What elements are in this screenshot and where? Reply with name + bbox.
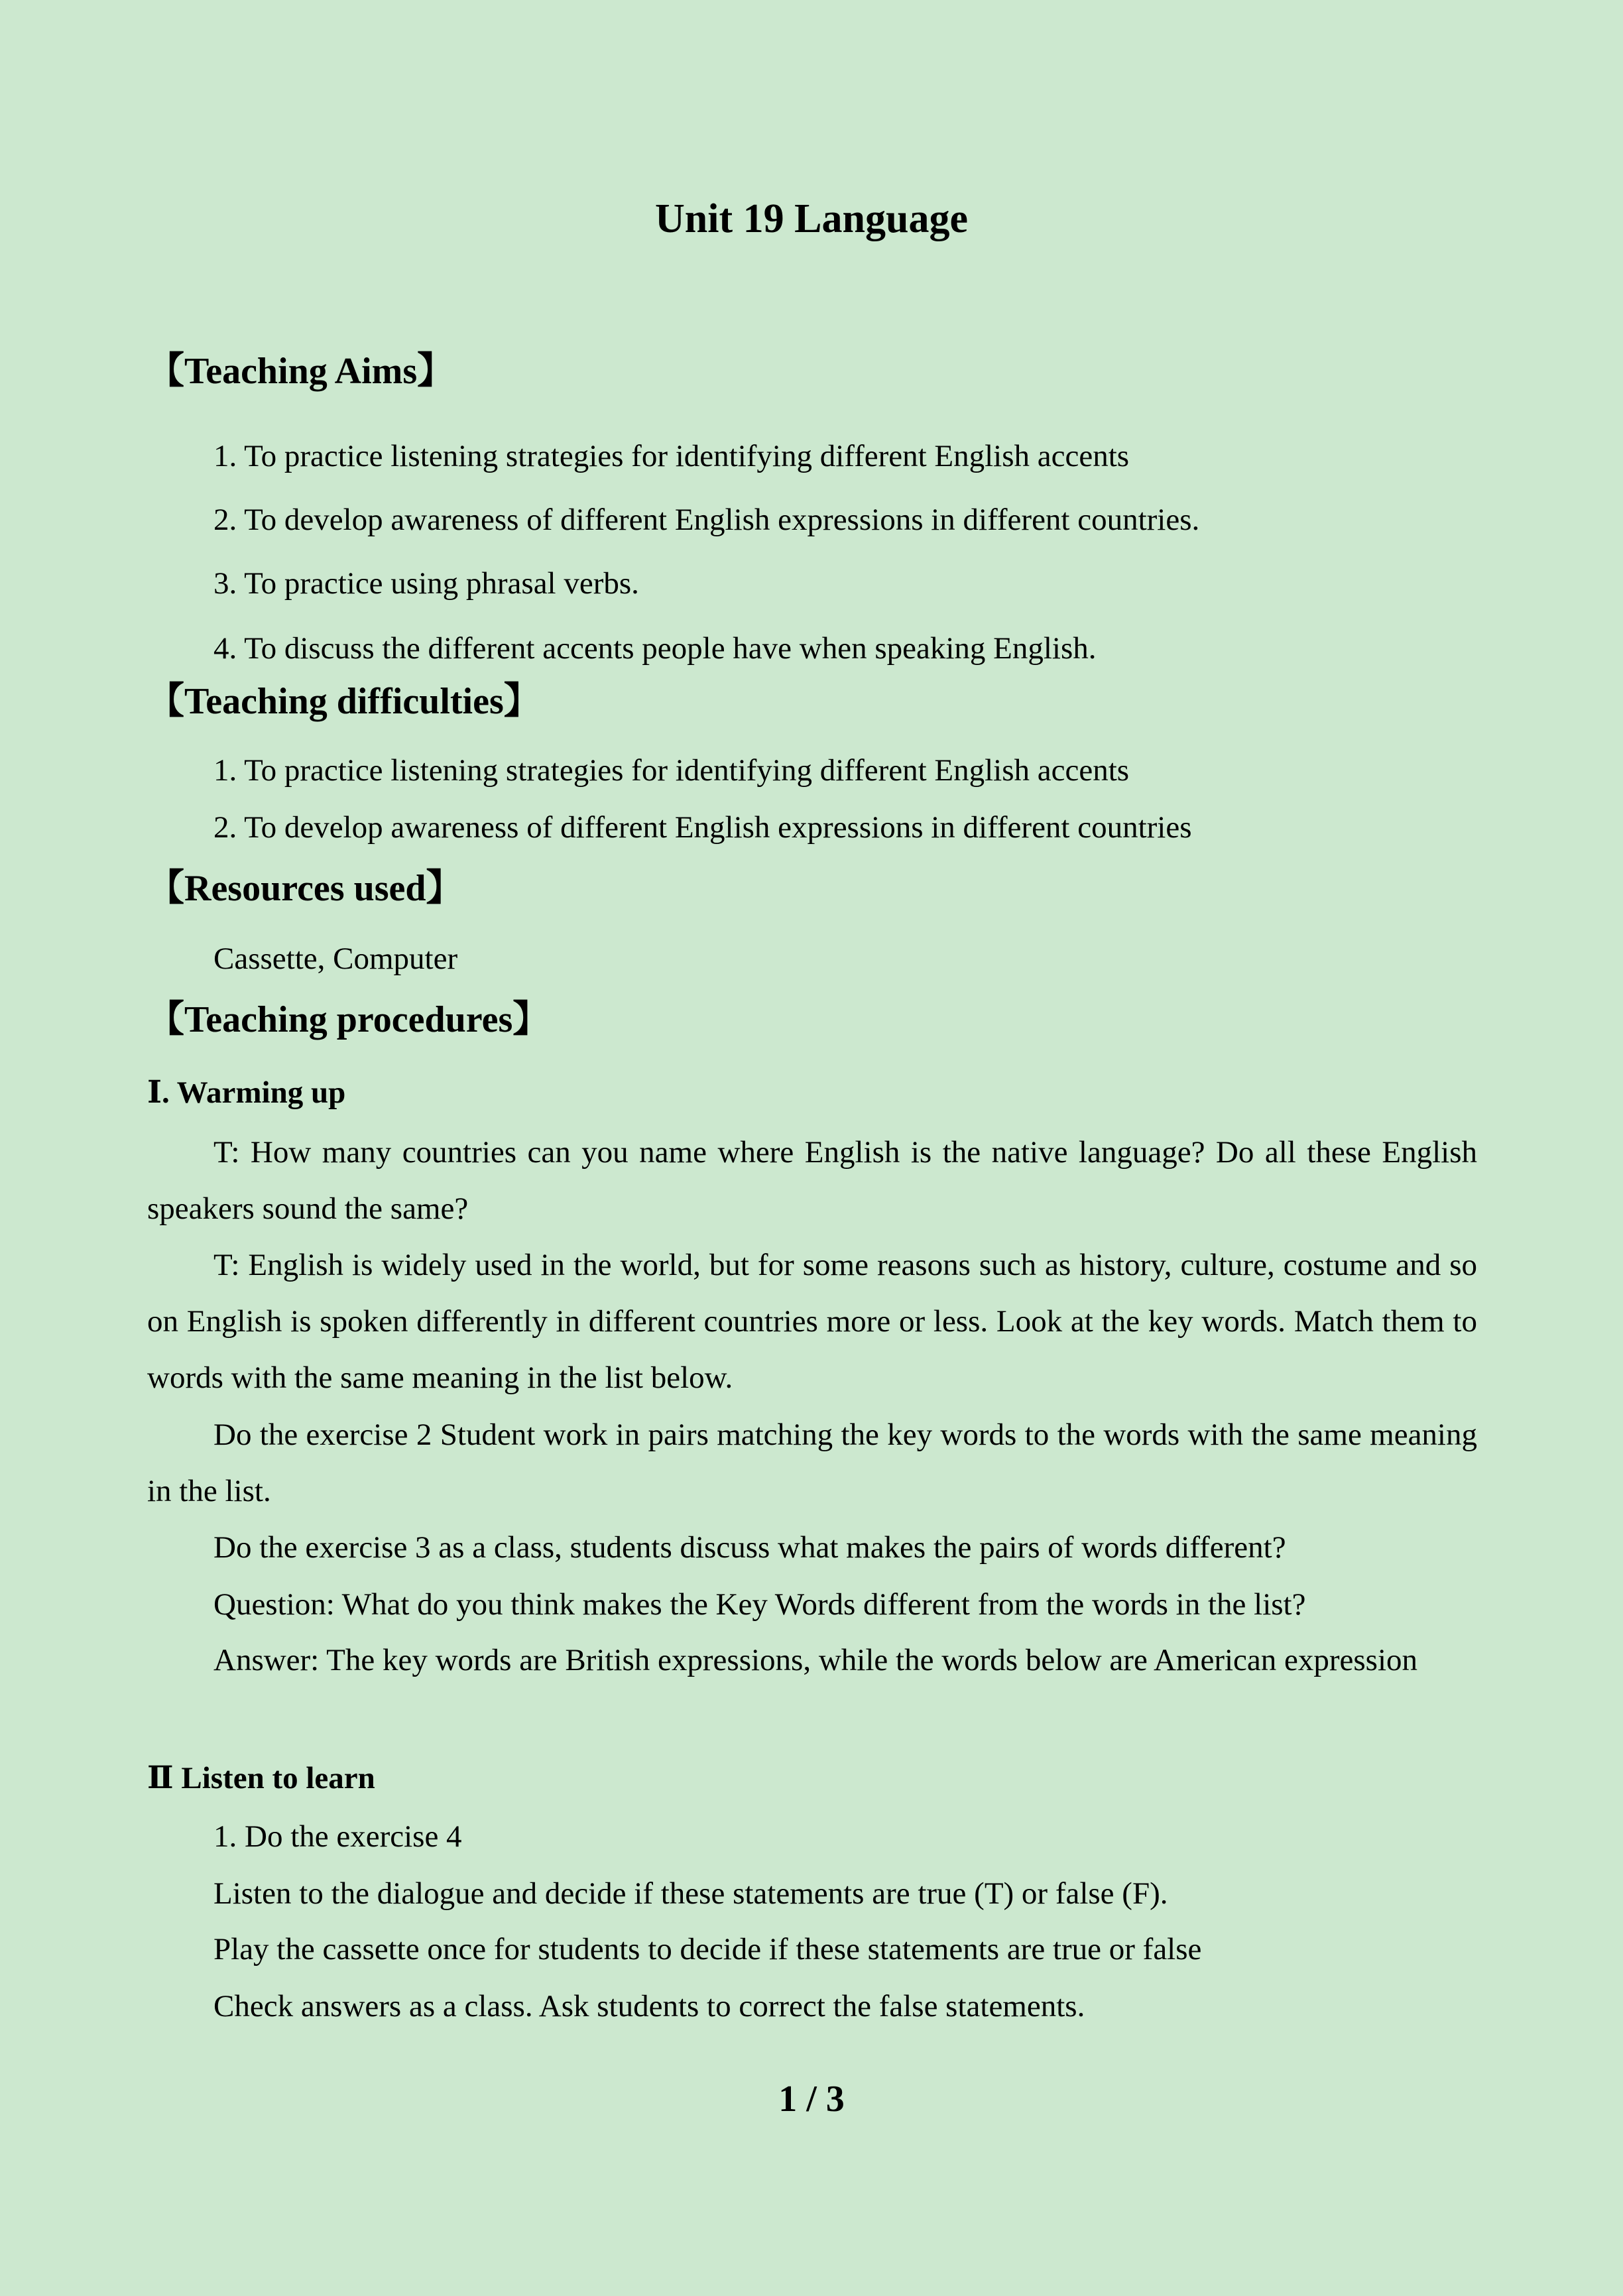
heading-teaching-difficulties: 【Teaching difficulties】 xyxy=(147,681,541,722)
warming-paragraph-5: Question: What do you think makes the Key Words different from the words in the list? xyxy=(213,1587,1306,1622)
heading-resources-used: 【Resources used】 xyxy=(147,868,463,909)
document-title: Unit 19 Language xyxy=(655,196,968,241)
page-number: 1 / 3 xyxy=(778,2079,845,2120)
heading-teaching-procedures: 【Teaching procedures】 xyxy=(147,999,550,1040)
warming-paragraph-3: Do the exercise 2 Student work in pairs matching the key words to the words with the same meaning in the list. xyxy=(147,1418,1477,1508)
subheading-listen-to-learn: Ⅱ Listen to learn xyxy=(147,1761,375,1795)
warming-paragraph-4: Do the exercise 3 as a class, students discuss what makes the pairs of words different? xyxy=(213,1530,1286,1565)
aims-item-3: 3. To practice using phrasal verbs. xyxy=(213,566,639,601)
warming-paragraph-6: Answer: The key words are British expressions, while the words below are American expression xyxy=(213,1643,1418,1677)
heading-teaching-aims: 【Teaching Aims】 xyxy=(147,351,455,392)
resources-text: Cassette, Computer xyxy=(213,941,458,976)
warming-paragraph-1: T: How many countries can you name where English is the native language? Do all these English speakers sound the same? xyxy=(147,1135,1477,1226)
listen-line-1: 1. Do the exercise 4 xyxy=(213,1819,462,1854)
listen-line-2: Listen to the dialogue and decide if these statements are true (T) or false (F). xyxy=(213,1876,1168,1911)
aims-item-1: 1. To practice listening strategies for identifying different English accents xyxy=(213,439,1130,473)
subheading-warming-up: Ⅰ. Warming up xyxy=(147,1075,346,1110)
difficulties-item-2: 2. To develop awareness of different English expressions in different countries xyxy=(213,810,1192,845)
difficulties-item-1: 1. To practice listening strategies for identifying different English accents xyxy=(213,753,1130,788)
aims-item-4: 4. To discuss the different accents people have when speaking English. xyxy=(213,631,1097,666)
aims-item-2: 2. To develop awareness of different English expressions in different countries. xyxy=(213,503,1200,537)
listen-line-3: Play the cassette once for students to decide if these statements are true or false xyxy=(213,1932,1202,1966)
listen-line-4: Check answers as a class. Ask students to correct the false statements. xyxy=(213,1989,1085,2024)
warming-paragraph-2: T: English is widely used in the world, but for some reasons such as history, culture, costume and so on English is spoken differently in different countries more or less. Look at the key words. Match them to words with the same meaning in the list below. xyxy=(147,1248,1477,1395)
